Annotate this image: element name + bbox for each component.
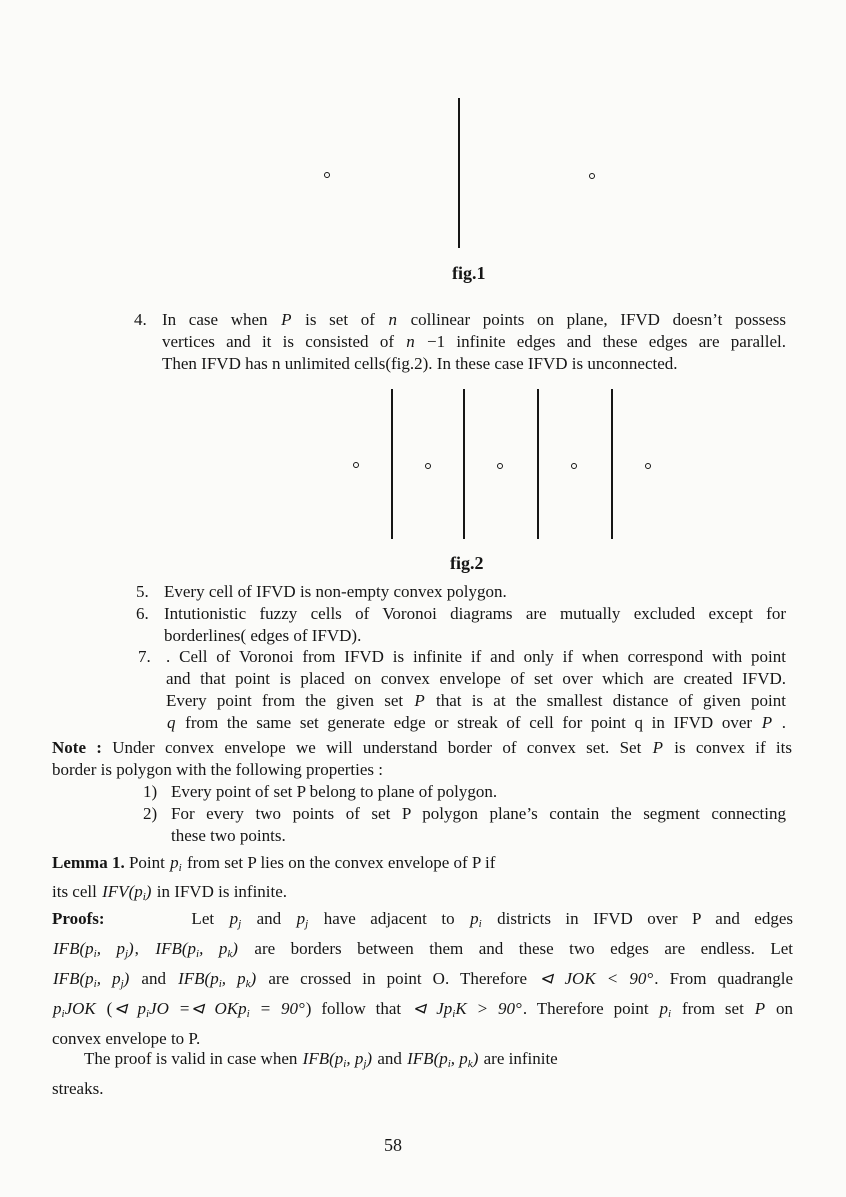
figure-site-point (645, 463, 651, 469)
figure-site-point (589, 173, 595, 179)
list-item-7-number: 7. (138, 647, 151, 666)
text-line: vertices and it is consisted of n −1 infinite edges and these edges are parallel. (162, 332, 786, 351)
figure-edge-line (463, 389, 465, 539)
text-line: In case when P is set of n collinear points on plane, IFVD doesn’t possess (162, 310, 786, 329)
text-line: Every cell of IFVD is non-empty convex polygon. (164, 582, 507, 601)
list-item-7 (138, 646, 786, 734)
figure-site-point (353, 462, 359, 468)
note-sub-item-1 (143, 781, 786, 803)
text-line: Then IFVD has n unlimited cells(fig.2). In these case IFVD is unconnected. (162, 354, 678, 373)
list-item-4 (134, 309, 786, 375)
closing-paragraph (52, 1044, 793, 1104)
text-line: Proofs: Let $p_j$ and $p_j$ have adjacent to $p_i$ districts in IFVD over P and edges (52, 909, 793, 930)
text-line: . Cell of Voronoi from IFVD is infinite if and only if when correspond with point (166, 647, 786, 666)
list-item-6-number: 6. (136, 604, 149, 623)
text-line: Every point of set P belong to plane of polygon. (171, 782, 498, 801)
note-sub-item-2-number: 2) (143, 804, 158, 823)
text-line: Note : Under convex envelope we will understand border of convex set. Set P is convex if its (52, 738, 792, 757)
list-item-6 (136, 603, 786, 647)
figure-edge-line (458, 98, 460, 248)
text-line: convex envelope to P. (52, 1029, 201, 1048)
text-line: Intutionistic fuzzy cells of Voronoi diagrams are mutually excluded except for (164, 604, 786, 623)
text-line: Lemma 1. Point $p_i$ from set P lies on the convex envelope of P if (52, 853, 496, 874)
proofs-paragraph (52, 904, 793, 1054)
text-line: The proof is valid in case when $IFB(p_i$, $p_j$) and $IFB(p_i$, $p_k$) are infinite (84, 1049, 558, 1070)
figure-1-caption: fig.1 (452, 263, 486, 283)
text-line: and that point is placed on convex envelope of set over which are created IFVD. (166, 669, 786, 688)
text-line: $IFB(p_i$, $p_j$) and $IFB(p_i$, $p_k$) are crossed in point O. Therefore ⊲ JOK < 90°. From quadrangle (53, 969, 794, 990)
lemma-paragraph (52, 848, 792, 906)
figure-2-caption: fig.2 (450, 553, 484, 573)
figure-site-point (324, 172, 330, 178)
figure-edge-line (611, 389, 613, 539)
figure-site-point (497, 463, 503, 469)
list-item-5 (136, 581, 786, 603)
figure-site-point (425, 463, 431, 469)
text-line: q from the same set generate edge or streak of cell for point q in IFVD over P . (167, 713, 786, 732)
list-item-4-number: 4. (134, 310, 147, 329)
text-line: Every point from the given set P that is at the smallest distance of given point (166, 691, 786, 710)
page-number: 58 (384, 1135, 402, 1155)
text-line: borderlines( edges of IFVD). (164, 626, 362, 645)
text-line: these two points. (171, 826, 286, 845)
figure-site-point (571, 463, 577, 469)
note-sub-item-1-number: 1) (143, 782, 158, 801)
list-item-5-number: 5. (136, 582, 149, 601)
note-sub-item-2 (143, 803, 786, 847)
text-line: $p_iJOK$ (⊲ $p_iJO$ =⊲ OKp$_i$ = 90°) follow that ⊲ $Jp_iK > 90^\circ$. Therefore point $p_i$ from set P on (53, 999, 794, 1020)
text-line: streaks. (52, 1079, 104, 1098)
figure-edge-line (391, 389, 393, 539)
note-paragraph (52, 737, 792, 781)
text-line: For every two points of set P polygon plane’s contain the segment connecting (171, 804, 786, 823)
text-line: $IFB(p_i$, $p_j$), $IFB(p_i$, $p_k$) are borders between them and these two edges are endless. Let (53, 939, 794, 960)
figure-edge-line (537, 389, 539, 539)
text-line: its cell $IFV(p_i)$ in IFVD is infinite. (52, 882, 288, 903)
text-line: border is polygon with the following properties : (52, 760, 383, 779)
